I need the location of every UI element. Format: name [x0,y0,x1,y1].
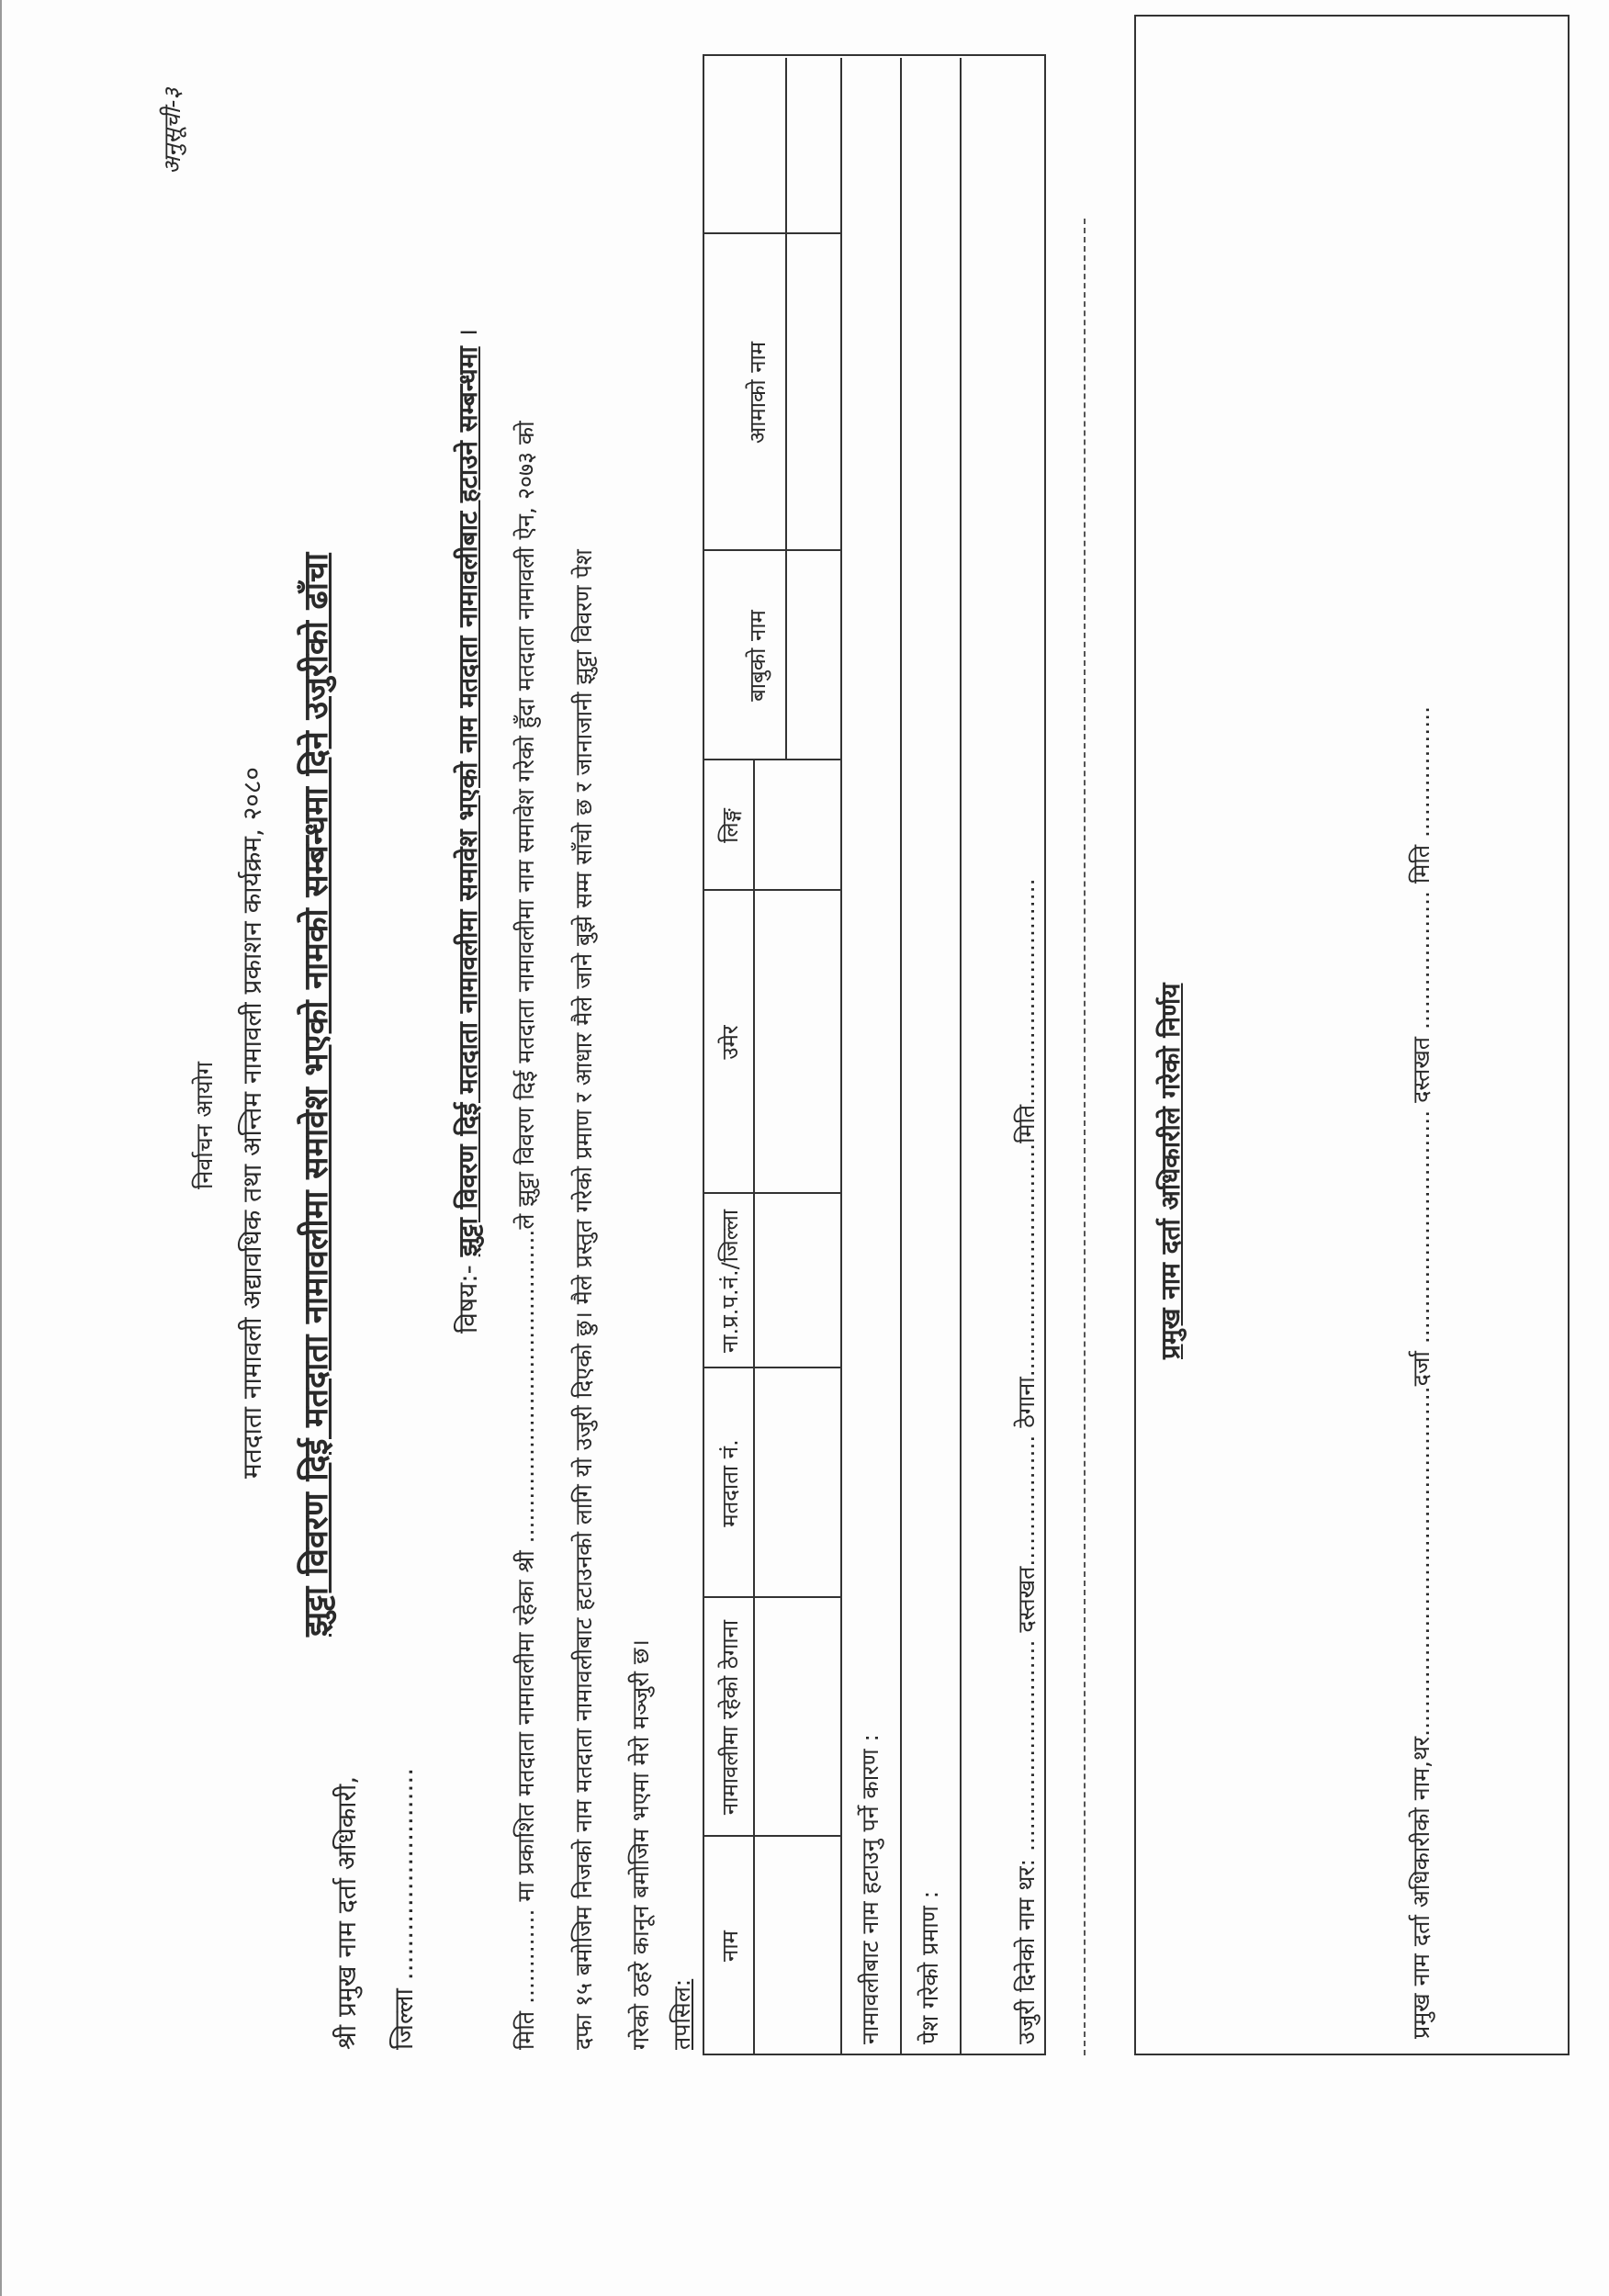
addressee-line-1: श्री प्रमुख नाम दर्ता अधिकारी, [332,1775,362,2050]
subject-prefix: विषय:- [453,1265,483,1334]
table-header-cell: उमेर [717,1025,743,1060]
table-header-cell: बाबुको नाम [745,610,771,702]
table-rule [840,58,842,2055]
addressee-line-2: जिल्ला .......................... [388,1767,419,2050]
program-name: मतदाता नामावली अद्यावधिक तथा अन्तिम नामावली प्रकाशन कार्यक्रम, २०८० [237,767,267,1479]
table-header-cell: लिङ्ग [717,808,743,843]
scan-edge [0,0,2,2296]
table-header-cell: नाम [717,1930,743,1962]
table-header-cell: मतदाता नं. [717,1439,743,1527]
reason-label: नामावलीबाट नाम हटाउनु पर्ने कारण : [857,1734,883,2044]
table-rule [900,58,902,2055]
commission-name: निर्वाचन आयोग [191,1061,218,1189]
subject-line [450,329,485,1334]
subject-text: झुट्टा विवरण दिई मतदाता नामावलीमा समावेश भएको नाम मतदाता नामावलीबाट हटाउने सम्बन्धमा [453,346,483,1257]
decision-title: प्रमुख नाम दर्ता अधिकारीले गरेको निर्णय [1155,983,1186,1359]
form-title: झुट्टा विवरण दिई मतदाता नामावलीमा समावेश भएको नामको सम्बन्धमा दिने उजुरीको ढाँचा [298,552,335,1637]
details-label: तपसिल: [669,1978,695,2050]
body-line-1: मिति ............. मा प्रकाशित मतदाता नामावलीमा रहेका श्री ...........................................ले झुट्टा विवरण दिई मतदाता नामावलीमा नाम समावेश गरेको हुँदा मतदाता नामावली ऐन, २०७३ को [512,421,539,2050]
evidence-label: पेश गरेको प्रमाण : [917,1890,943,2044]
complainant-line: उजुरी दिनेको नाम थर: ............................. दस्तखत.................. ठेगाना................................मिति............................... [1013,878,1040,2044]
table-rule [960,58,962,2055]
dashed-separator [1084,219,1086,2055]
table-header-cell: नामावलीमा रहेको ठेगाना [717,1619,743,1816]
body-line-2: दफा १५ बमोजिम निजको नाम मतदाता नामावलीबाट हटाउनको लागि यो उजुरी दिएको छु। मैले प्रस्तुत गरेको प्रमाण र आधार मैले जाने बुझे सम्म साँचो छ र जानाजानी झुट्टा विवरण पेश [570,549,597,2050]
subject-end: । [453,328,483,339]
table-header-rule [753,760,755,2055]
decision-box [1134,15,1570,2055]
table-header-rule [785,58,787,760]
officer-line: प्रमुख नाम दर्ता अधिकारीको नाम,थर................................................दर्जा ................................ दस्तखत ................... मिति .................. [1408,705,1435,2039]
body-line-3: गरेको ठहरे कानून बमोजिम भएमा मेरो मञ्जुरी छ। [627,1639,654,2050]
annex-label: अनुसूची-३ [159,87,186,174]
table-header-cell: आमाको नाम [745,341,771,445]
table-header-cell: ना.प्र.प.नं./जिल्ला [717,1209,743,1354]
